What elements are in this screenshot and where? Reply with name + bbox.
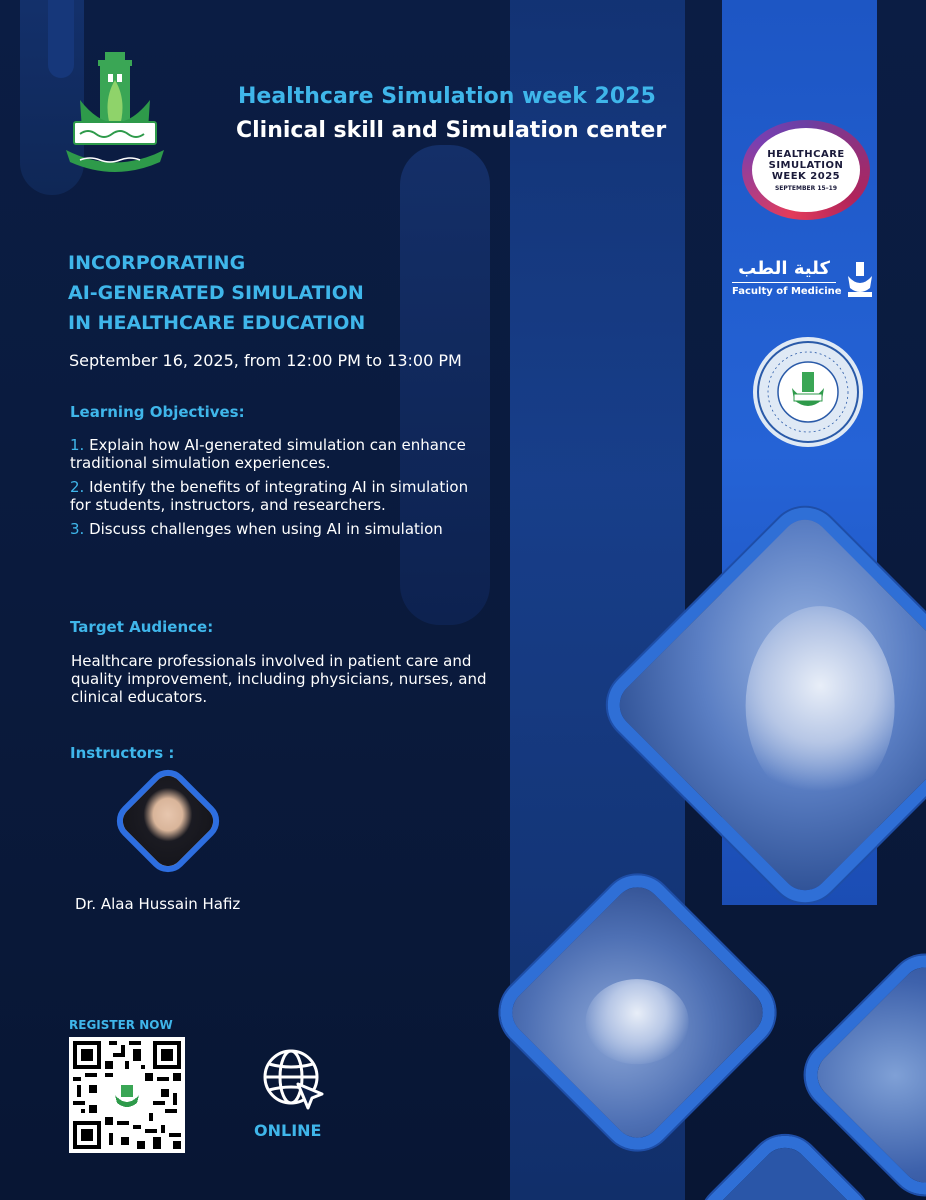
online-label: ONLINE (254, 1121, 322, 1140)
simulation-center-seal-icon (752, 336, 864, 448)
hsw-badge (742, 120, 870, 220)
objective-item: 1. Explain how AI-generated simulation can enhance traditional simulation experiences. (70, 436, 466, 472)
talk-title-line: IN HEALTHCARE EDUCATION (68, 312, 366, 334)
objective-item: 3. Discuss challenges when using AI in simulation (70, 520, 443, 538)
hsw-badge-line: HEALTHCARE (767, 148, 845, 160)
instructors-heading: Instructors : (70, 744, 175, 762)
event-date-time: September 16, 2025, from 12:00 PM to 13:00 PM (69, 351, 462, 370)
hsw-badge-dates: SEPTEMBER 15–19 (774, 184, 838, 192)
university-logo-icon (60, 50, 170, 182)
decor-pill (400, 145, 490, 625)
hsw-badge-line: WEEK 2025 (771, 170, 841, 182)
register-label: REGISTER NOW (69, 1018, 173, 1032)
talk-title-line: INCORPORATING (68, 252, 246, 274)
audience-heading: Target Audience: (70, 618, 214, 636)
talk-title (68, 248, 365, 338)
crest-icon (846, 260, 874, 300)
header-event-name: Healthcare Simulation week 2025 (238, 84, 656, 109)
talk-title-line: AI-GENERATED SIMULATION (68, 282, 364, 304)
audience-text: Healthcare professionals involved in patient care and quality improvement, including physicians, nurses, and clinical educators. (71, 652, 487, 706)
hsw-badge-line: SIMULATION (768, 159, 844, 171)
objective-item: 2. Identify the benefits of integrating AI in simulation for students, instructors, and researchers. (70, 478, 469, 514)
faculty-english-name: Faculty of Medicine (732, 286, 842, 297)
globe-online-icon (260, 1046, 326, 1112)
objectives-list (70, 436, 490, 544)
faculty-of-medicine-logo (728, 258, 876, 308)
faculty-arabic-name: كلية الطب (738, 258, 830, 279)
objectives-heading: Learning Objectives: (70, 403, 245, 421)
instructor-name: Dr. Alaa Hussain Hafiz (75, 895, 241, 913)
registration-qr-code[interactable] (69, 1037, 185, 1153)
header-center-name: Clinical skill and Simulation center (236, 118, 667, 143)
